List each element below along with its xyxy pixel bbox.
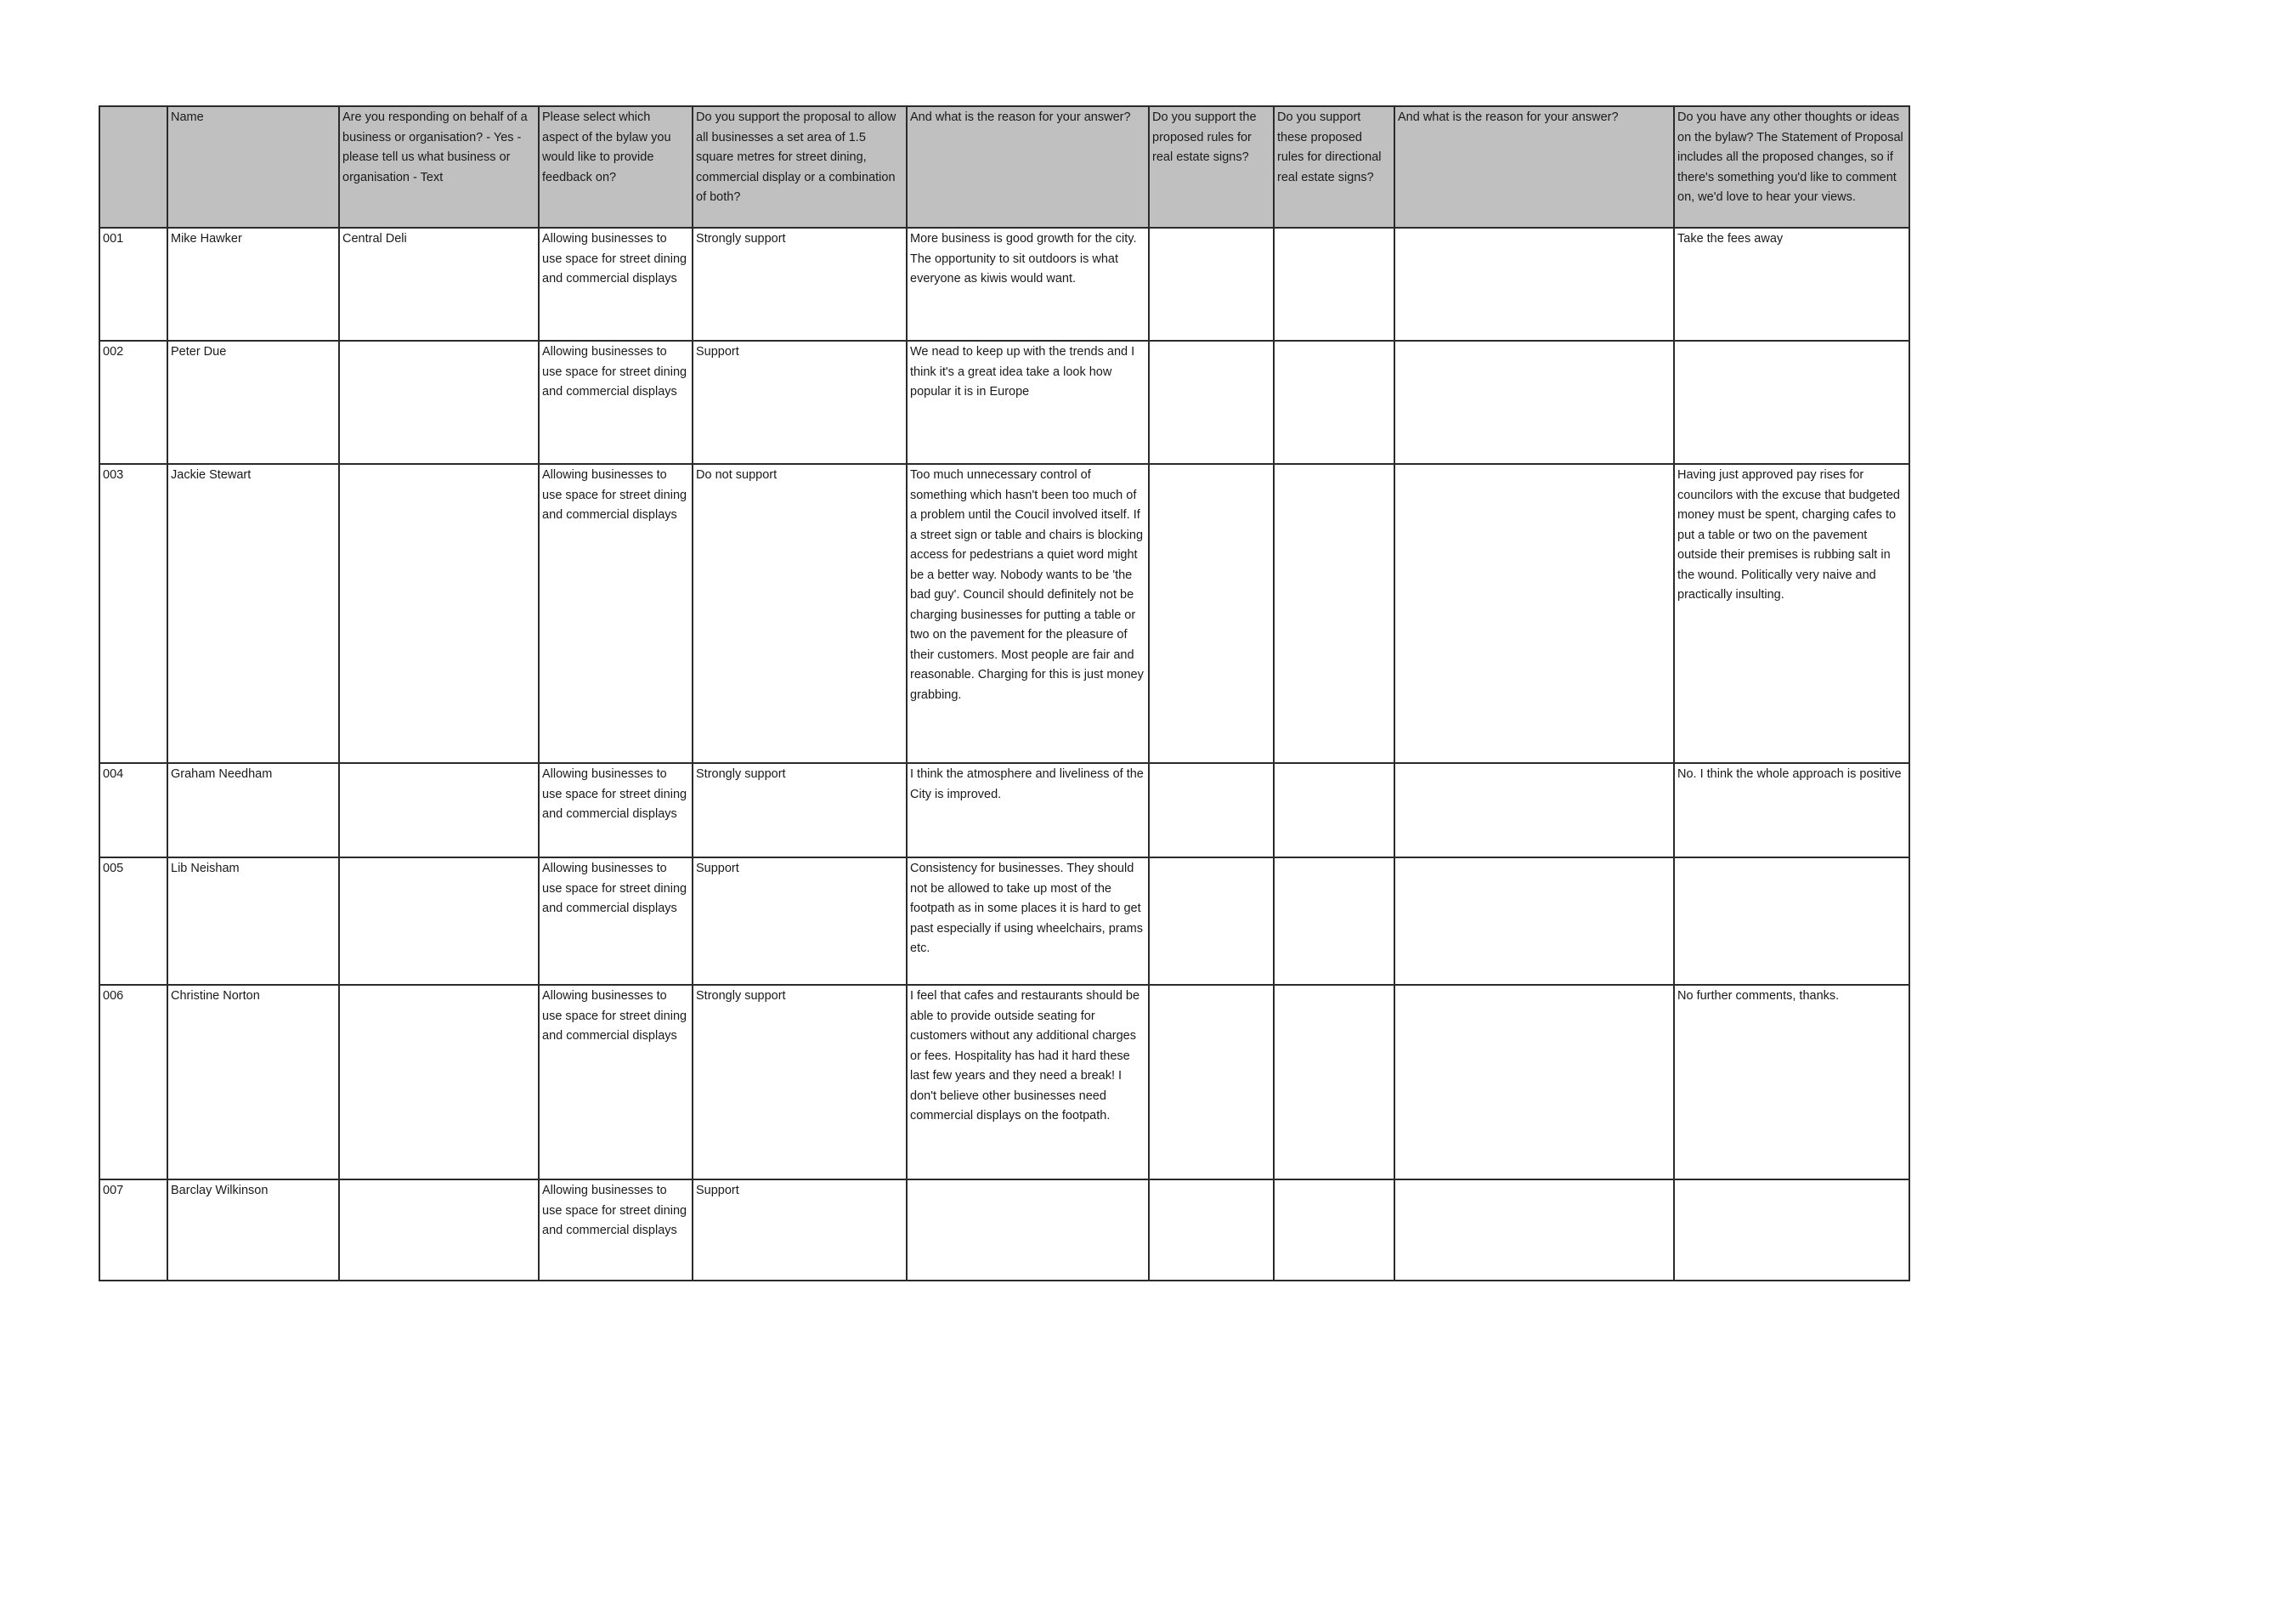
cell-other-thoughts: Take the fees away <box>1674 228 1909 341</box>
cell-reason-signs <box>1394 228 1674 341</box>
table-row <box>99 857 1909 985</box>
cell-support-street-dining: Strongly support <box>693 985 907 1179</box>
cell-id: 007 <box>99 1179 167 1281</box>
cell-aspect: Allowing businesses to use space for street dining and commercial displays <box>539 1179 693 1281</box>
cell-organisation <box>339 464 539 763</box>
header-organisation: Are you responding on behalf of a business or organisation? - Yes - please tell us what business or organisation - Text <box>339 106 539 228</box>
cell-support-directional-signs <box>1274 341 1394 464</box>
header-aspect: Please select which aspect of the bylaw you would like to provide feedback on? <box>539 106 693 228</box>
table-row <box>99 341 1909 464</box>
table-row <box>99 1179 1909 1281</box>
cell-support-real-estate-signs <box>1149 1179 1274 1281</box>
table-row <box>99 985 1909 1179</box>
cell-support-street-dining: Support <box>693 341 907 464</box>
cell-name: Peter Due <box>167 341 339 464</box>
cell-reason-street-dining: Too much unnecessary control of something which hasn't been too much of a problem until the Coucil involved itself. If a street sign or table and chairs is blocking access for pedestrians a quiet word might be a better way. Nobody wants to be 'the bad guy'. Council should definitely not be charging businesses for putting a table or two on the pavement for the pleasure of their customers. Most people are fair and reasonable. Charging for this is just money grabbing. <box>907 464 1149 763</box>
cell-organisation <box>339 341 539 464</box>
cell-reason-signs <box>1394 857 1674 985</box>
header-support-real-estate-signs: Do you support the proposed rules for real estate signs? <box>1149 106 1274 228</box>
cell-support-real-estate-signs <box>1149 228 1274 341</box>
cell-support-real-estate-signs <box>1149 341 1274 464</box>
cell-support-directional-signs <box>1274 1179 1394 1281</box>
header-name: Name <box>167 106 339 228</box>
cell-support-street-dining: Strongly support <box>693 228 907 341</box>
cell-support-directional-signs <box>1274 228 1394 341</box>
cell-support-real-estate-signs <box>1149 857 1274 985</box>
cell-name: Graham Needham <box>167 763 339 857</box>
cell-reason-street-dining: Consistency for businesses. They should not be allowed to take up most of the footpath as in some places it is hard to get past especially if using wheelchairs, prams etc. <box>907 857 1149 985</box>
cell-id: 002 <box>99 341 167 464</box>
cell-name: Christine Norton <box>167 985 339 1179</box>
cell-id: 001 <box>99 228 167 341</box>
submissions-table <box>99 105 1910 1281</box>
cell-support-real-estate-signs <box>1149 763 1274 857</box>
header-id <box>99 106 167 228</box>
cell-other-thoughts <box>1674 341 1909 464</box>
cell-aspect: Allowing businesses to use space for street dining and commercial displays <box>539 228 693 341</box>
cell-support-directional-signs <box>1274 763 1394 857</box>
cell-support-real-estate-signs <box>1149 464 1274 763</box>
header-support-directional-signs: Do you support these proposed rules for directional real estate signs? <box>1274 106 1394 228</box>
cell-name: Jackie Stewart <box>167 464 339 763</box>
cell-organisation <box>339 857 539 985</box>
cell-reason-street-dining: We nead to keep up with the trends and I think it's a great idea take a look how popular it is in Europe <box>907 341 1149 464</box>
cell-reason-signs <box>1394 341 1674 464</box>
header-row <box>99 106 1909 228</box>
cell-id: 006 <box>99 985 167 1179</box>
cell-reason-street-dining <box>907 1179 1149 1281</box>
cell-aspect: Allowing businesses to use space for street dining and commercial displays <box>539 763 693 857</box>
submissions-sheet <box>99 105 1909 1281</box>
cell-reason-street-dining: I feel that cafes and restaurants should be able to provide outside seating for customers without any additional charges or fees. Hospitality has had it hard these last few years and they need a break! I don't believe other businesses need commercial displays on the footpath. <box>907 985 1149 1179</box>
header-support-street-dining: Do you support the proposal to allow all businesses a set area of 1.5 square metres for street dining, commercial display or a combination of both? <box>693 106 907 228</box>
cell-name: Mike Hawker <box>167 228 339 341</box>
cell-other-thoughts: No. I think the whole approach is positive <box>1674 763 1909 857</box>
cell-name: Lib Neisham <box>167 857 339 985</box>
cell-id: 005 <box>99 857 167 985</box>
cell-reason-signs <box>1394 1179 1674 1281</box>
cell-other-thoughts <box>1674 857 1909 985</box>
cell-name: Barclay Wilkinson <box>167 1179 339 1281</box>
cell-reason-street-dining: I think the atmosphere and liveliness of the City is improved. <box>907 763 1149 857</box>
cell-support-street-dining: Support <box>693 857 907 985</box>
header-reason-street-dining: And what is the reason for your answer? <box>907 106 1149 228</box>
cell-support-real-estate-signs <box>1149 985 1274 1179</box>
cell-reason-signs <box>1394 763 1674 857</box>
header-reason-signs: And what is the reason for your answer? <box>1394 106 1674 228</box>
cell-support-street-dining: Strongly support <box>693 763 907 857</box>
cell-aspect: Allowing businesses to use space for street dining and commercial displays <box>539 464 693 763</box>
cell-organisation <box>339 763 539 857</box>
cell-aspect: Allowing businesses to use space for street dining and commercial displays <box>539 857 693 985</box>
cell-support-directional-signs <box>1274 464 1394 763</box>
cell-id: 003 <box>99 464 167 763</box>
header-other-thoughts: Do you have any other thoughts or ideas on the bylaw? The Statement of Proposal includes all the proposed changes, so if there's something you'd like to comment on, we'd love to hear your views. <box>1674 106 1909 228</box>
cell-other-thoughts: No further comments, thanks. <box>1674 985 1909 1179</box>
table-row <box>99 763 1909 857</box>
cell-support-street-dining: Do not support <box>693 464 907 763</box>
cell-support-directional-signs <box>1274 857 1394 985</box>
cell-other-thoughts: Having just approved pay rises for councilors with the excuse that budgeted money must be spent, charging cafes to put a table or two on the pavement outside their premises is rubbing salt in the wound. Politically very naive and practically insulting. <box>1674 464 1909 763</box>
cell-aspect: Allowing businesses to use space for street dining and commercial displays <box>539 341 693 464</box>
cell-reason-signs <box>1394 985 1674 1179</box>
table-row <box>99 228 1909 341</box>
cell-reason-street-dining: More business is good growth for the city. The opportunity to sit outdoors is what everyone as kiwis would want. <box>907 228 1149 341</box>
cell-organisation: Central Deli <box>339 228 539 341</box>
cell-support-street-dining: Support <box>693 1179 907 1281</box>
cell-reason-signs <box>1394 464 1674 763</box>
cell-aspect: Allowing businesses to use space for street dining and commercial displays <box>539 985 693 1179</box>
cell-other-thoughts <box>1674 1179 1909 1281</box>
cell-id: 004 <box>99 763 167 857</box>
cell-organisation <box>339 1179 539 1281</box>
cell-support-directional-signs <box>1274 985 1394 1179</box>
table-row <box>99 464 1909 763</box>
cell-organisation <box>339 985 539 1179</box>
